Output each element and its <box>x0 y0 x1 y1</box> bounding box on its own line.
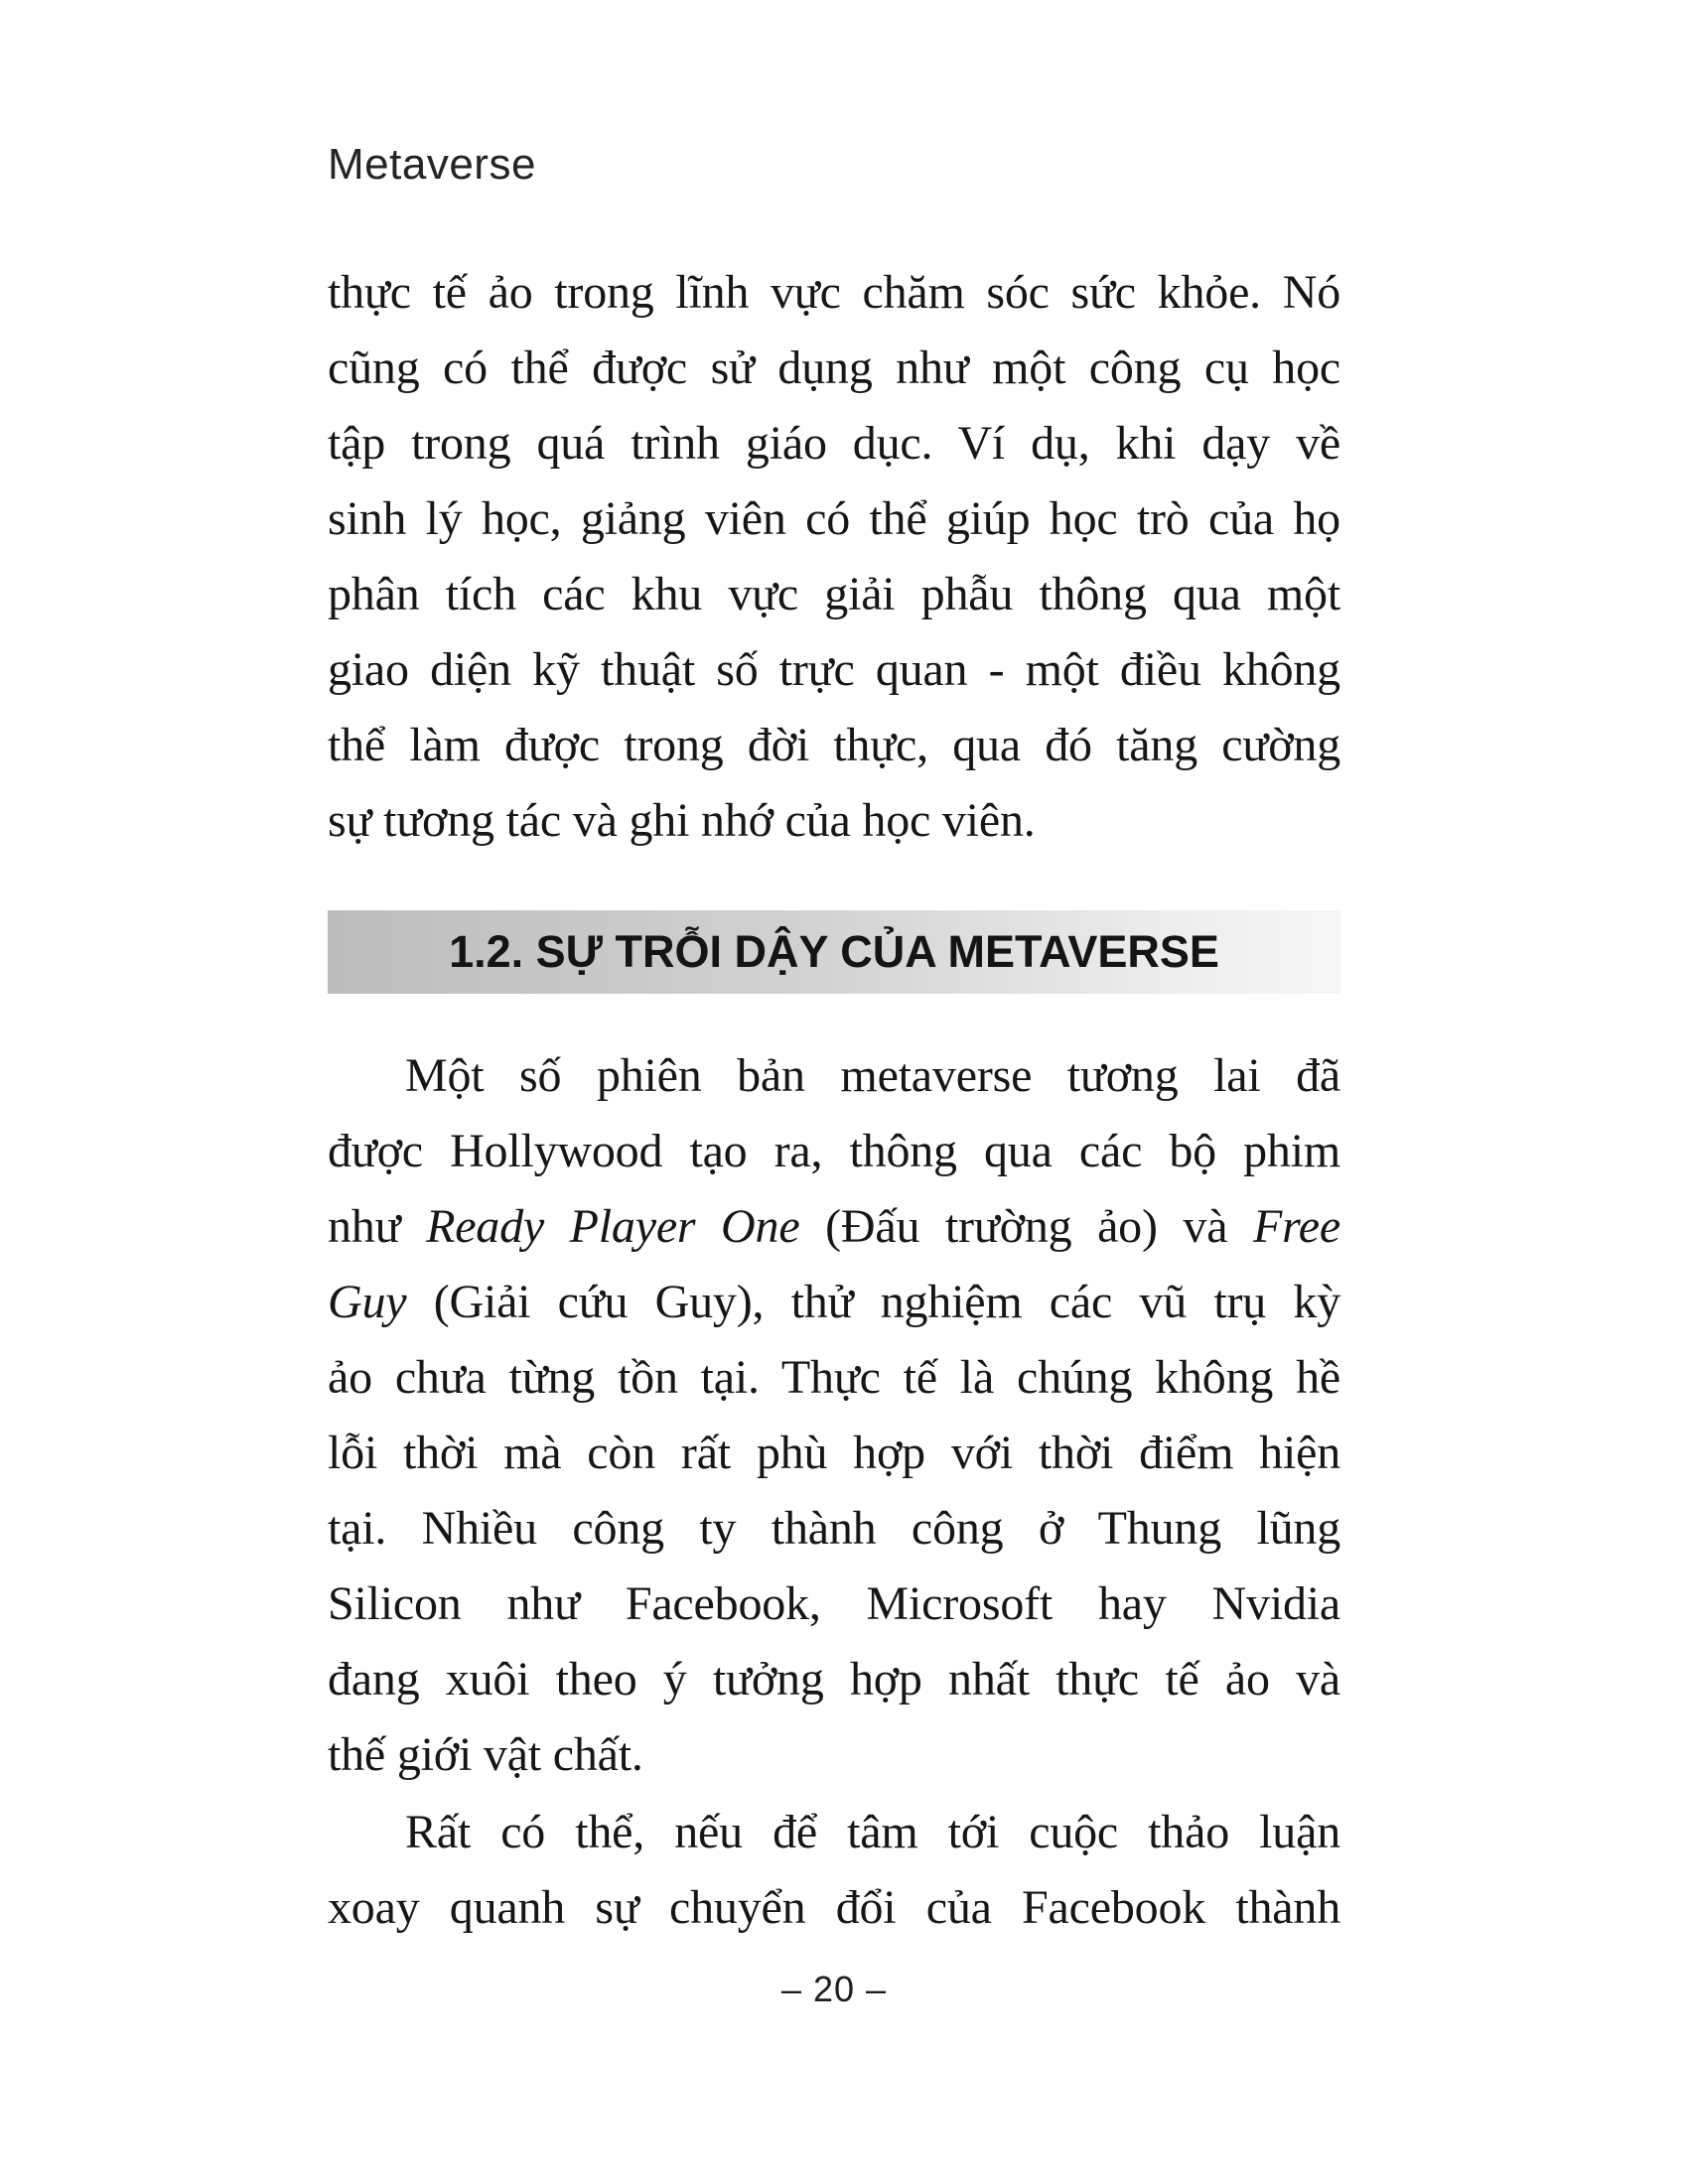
text-line <box>328 481 1340 557</box>
text-line <box>328 1038 1340 1114</box>
text-line <box>328 255 1340 331</box>
text-segment: phân tích các khu vực giải phẫu thông qua một <box>328 568 1340 620</box>
text-line <box>328 1416 1340 1491</box>
text-segment: ảo chưa từng tồn tại. Thực tế là chúng không hề <box>328 1351 1340 1404</box>
text-line <box>328 783 1340 859</box>
text-segment: lỗi thời mà còn rất phù hợp với thời điểm hiện <box>328 1427 1340 1479</box>
text-line <box>328 1189 1340 1265</box>
text-line <box>328 1265 1340 1340</box>
paragraph <box>328 255 1340 859</box>
text-line <box>328 1567 1340 1642</box>
text-line <box>328 557 1340 632</box>
text-segment: tập trong quá trình giáo dục. Ví dụ, khi dạy về <box>328 417 1340 470</box>
text-segment: cũng có thể được sử dụng như một công cụ học <box>328 341 1340 394</box>
text-segment: Một số phiên bản metaverse tương lai đã <box>405 1049 1340 1102</box>
paragraph <box>328 1038 1340 1793</box>
text-line <box>328 1114 1340 1189</box>
text-line <box>328 1717 1340 1793</box>
running-header: Metaverse <box>328 140 536 189</box>
text-segment: thể làm được trong đời thực, qua đó tăng cường <box>328 719 1340 771</box>
text-segment: giao diện kỹ thuật số trực quan - một điều không <box>328 643 1340 696</box>
section-heading: 1.2. SỰ TRỖI DẬY CỦA METAVERSE <box>449 926 1219 977</box>
text-segment: được Hollywood tạo ra, thông qua các bộ phim <box>328 1125 1340 1177</box>
text-segment: sự tương tác và ghi nhớ của học viên. <box>328 794 1036 847</box>
text-line <box>328 331 1340 406</box>
text-column <box>328 0 1340 2013</box>
text-line <box>328 1642 1340 1717</box>
text-segment: sinh lý học, giảng viên có thể giúp học trò của họ <box>328 492 1340 545</box>
text-segment: Silicon như Facebook, Microsoft hay Nvidia <box>328 1577 1340 1630</box>
text-segment: tại. Nhiều công ty thành công ở Thung lũng <box>328 1502 1340 1555</box>
italic-text-segment: Free <box>1252 1200 1340 1253</box>
text-segment: như <box>328 1200 427 1253</box>
italic-text-segment: Guy <box>328 1276 407 1328</box>
italic-text-segment: Ready Player One <box>426 1200 800 1253</box>
paragraph <box>328 1795 1340 1946</box>
text-line <box>328 1491 1340 1567</box>
text-segment: thực tế ảo trong lĩnh vực chăm sóc sức khỏe. Nó <box>328 266 1340 319</box>
text-segment: Rất có thể, nếu để tâm tới cuộc thảo luận <box>405 1806 1340 1858</box>
text-line <box>328 406 1340 481</box>
text-line <box>328 1795 1340 1870</box>
text-segment: xoay quanh sự chuyển đổi của Facebook thành <box>328 1881 1340 1934</box>
text-segment: (Giải cứu Guy), thử nghiệm các vũ trụ kỳ <box>406 1276 1340 1328</box>
text-segment: thế giới vật chất. <box>328 1728 643 1781</box>
text-segment: (Đấu trường ảo) và <box>799 1200 1253 1253</box>
page-number: – 20 – <box>780 1969 888 2009</box>
section-heading-bar <box>328 910 1340 994</box>
text-line <box>328 708 1340 783</box>
text-line <box>328 632 1340 708</box>
text-line <box>328 1340 1340 1416</box>
text-line <box>328 1870 1340 1946</box>
text-segment: đang xuôi theo ý tưởng hợp nhất thực tế ảo và <box>328 1653 1340 1706</box>
